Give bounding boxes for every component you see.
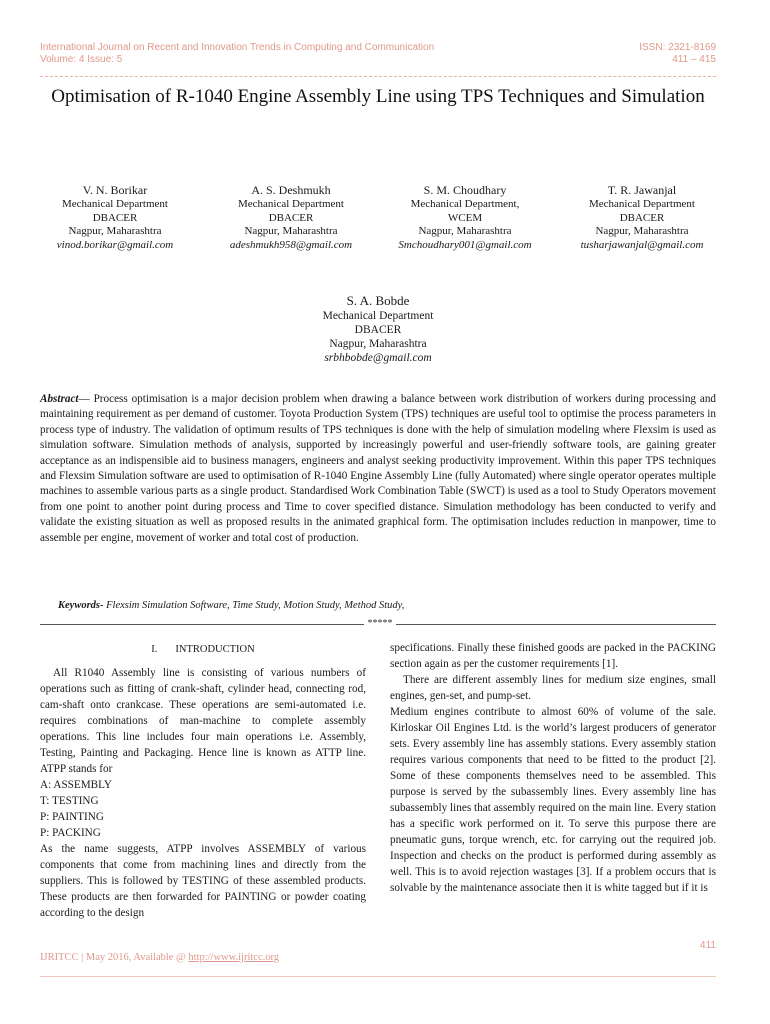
author-dept: Mechanical Department <box>238 198 344 210</box>
author-block <box>278 292 478 365</box>
author-email: Smchoudhary001@gmail.com <box>398 238 532 251</box>
author-email: srbhbobde@gmail.com <box>324 352 432 364</box>
separator-stars: ***** <box>367 618 393 629</box>
page-number: 411 <box>700 940 716 951</box>
author-dept: Mechanical Department, <box>410 198 520 210</box>
journal-link[interactable]: http://www.ijritcc.org <box>188 952 280 963</box>
body-paragraph: As the name suggests, ATPP involves ASSEMBLY of various components that come from machining lines and directly from the suppliers. This is followed by TESTING of these assembled products. These products are then forwarded for PAINTING or powder coating according to the design <box>40 843 366 919</box>
section-number: I. <box>151 644 158 655</box>
author-inst: DBACER <box>92 211 138 224</box>
section-separator <box>40 618 716 630</box>
left-column <box>40 642 366 921</box>
list-item: A: ASSEMBLY <box>40 779 112 791</box>
author-inst: WCEM <box>447 211 483 224</box>
footer <box>40 952 279 963</box>
footer-text: IJRITCC | May 2016, Available @ <box>40 952 189 963</box>
author-place: Nagpur, Maharashtra <box>329 338 427 350</box>
header-divider <box>40 76 716 77</box>
author-inst: DBACER <box>268 211 314 224</box>
author-place: Nagpur, Maharashtra <box>595 225 689 237</box>
body-paragraph: specifications. Finally these finished goods are packed in the PACKING section again as per the customer requirements [1]. <box>390 642 716 670</box>
author-email: vinod.borikar@gmail.com <box>56 238 174 251</box>
abstract-dash: — <box>78 393 94 405</box>
section-title: INTRODUCTION <box>175 644 255 655</box>
keywords-text: Flexsim Simulation Software, Time Study, Motion Study, Method Study, <box>103 600 405 611</box>
body-paragraph: There are different assembly lines for medium size engines, small engines, gen-set, and pump-set. <box>390 674 716 702</box>
keywords <box>58 600 404 611</box>
footer-divider <box>40 976 716 977</box>
author-name: S. M. Choudhary <box>423 183 507 197</box>
author-inst: DBACER <box>354 324 402 336</box>
author-dept: Mechanical Department <box>589 198 695 210</box>
issn: ISSN: 2321-8169 <box>639 42 716 53</box>
author-block <box>380 183 550 252</box>
author-dept: Mechanical Department <box>322 310 434 322</box>
section-heading <box>40 642 366 658</box>
author-place: Nagpur, Maharashtra <box>418 225 512 237</box>
separator-line <box>396 624 716 625</box>
separator-line <box>40 624 364 625</box>
journal-volume: Volume: 4 Issue: 5 <box>40 54 123 65</box>
page-range: 411 – 415 <box>672 54 716 65</box>
abstract <box>40 392 716 546</box>
author-inst: DBACER <box>619 211 665 224</box>
paper-title: Optimisation of R-1040 Engine Assembly Line using TPS Techniques and Simulation <box>51 86 705 107</box>
journal-header <box>40 42 434 66</box>
list-item: P: PAINTING <box>40 811 104 823</box>
journal-name: International Journal on Recent and Innovation Trends in Computing and Communication <box>40 42 435 53</box>
author-place: Nagpur, Maharashtra <box>244 225 338 237</box>
body-paragraph: All R1040 Assembly line is consisting of various numbers of operations such as fitting of crank-shaft, cylinder head, connecting rod, cam-shaft onto crankcase. These operations are semi-automated i.e. requires combinations of man-machine to complete assembly operations. This line includes four main operations i.e. Assembly, Testing, Painting and Packaging. Hence line is known as ATTP line. ATPP stands for <box>40 667 366 775</box>
body-paragraph: Medium engines contribute to almost 60% of volume of the sale. Kirloskar Oil Engines Ltd. is the world’s largest producers of generator sets. Every assembly line has assembly stations. Every assembly station requires various components that need to be fitted to the product [2]. Some of these components themselves need to be assembled. This purpose is served by the subassembly lines. Every assembly line has subassembly lines that assembly required on the main line. Every station has a specific work performed on it. To serve this purpose there are pneumatic guns, torque wrench, etc. for carrying out the required job. Inspection and checks on the product is performed during assembly as well. This is to avoid rejection wastages [3]. If a problem occurs that is solvable by the maintenance associate then it is white tagged but if it is <box>390 706 716 894</box>
author-email: adeshmukh958@gmail.com <box>229 238 353 251</box>
right-column <box>390 640 716 896</box>
list-item: P: PACKING <box>40 827 101 839</box>
author-name: S. A. Bobde <box>346 293 410 308</box>
author-dept: Mechanical Department <box>62 198 168 210</box>
list-item: T: TESTING <box>40 795 99 807</box>
abstract-text: Process optimisation is a major decision problem when drawing a balance between work distribution of workers during processing and maintaining requirement as per demand of customer. Toyota Production System (TPS) techniques are useful tool to optimise the process parameters in process type of industry. The validation of optimum results of TPS techniques is done with the help of simulation modeling where Flexsim is used as simulation software. Simulation methods of analysis, supported by increasingly powerful and user-friendly software tools, are gaining greater acceptance as an indispensible aid to business managers, engineers and analyst seeking productivity improvement. Within this paper TPS techniques and Flexsim Simulation software are used to optimisation of R-1040 Engine Assembly Line (fully Automated) where single operator operates multiple machines to assemble various parts as a single product. Standardised Work Combination Table (SWCT) is used as a tool to Study Operators movement from one point to another point during process and Time to cover specified distance. Simulation methodology has been conducted to verify and validate the existing situation as well as proposed results in the animated graphical form. The optimisation includes reduction in manpower, time to assemble per engine, movement of worker and total cost of production. <box>40 393 717 544</box>
author-block <box>30 183 200 252</box>
issn-block <box>639 42 716 66</box>
author-block <box>557 183 727 252</box>
author-name: A. S. Deshmukh <box>251 183 331 197</box>
author-block <box>206 183 376 252</box>
author-name: T. R. Jawanjal <box>607 183 677 197</box>
abstract-label: Abstract <box>40 393 79 405</box>
author-place: Nagpur, Maharashtra <box>68 225 162 237</box>
author-email: tusharjawanjal@gmail.com <box>580 238 704 251</box>
keywords-label: Keywords- <box>58 600 104 611</box>
author-name: V. N. Borikar <box>82 183 148 197</box>
